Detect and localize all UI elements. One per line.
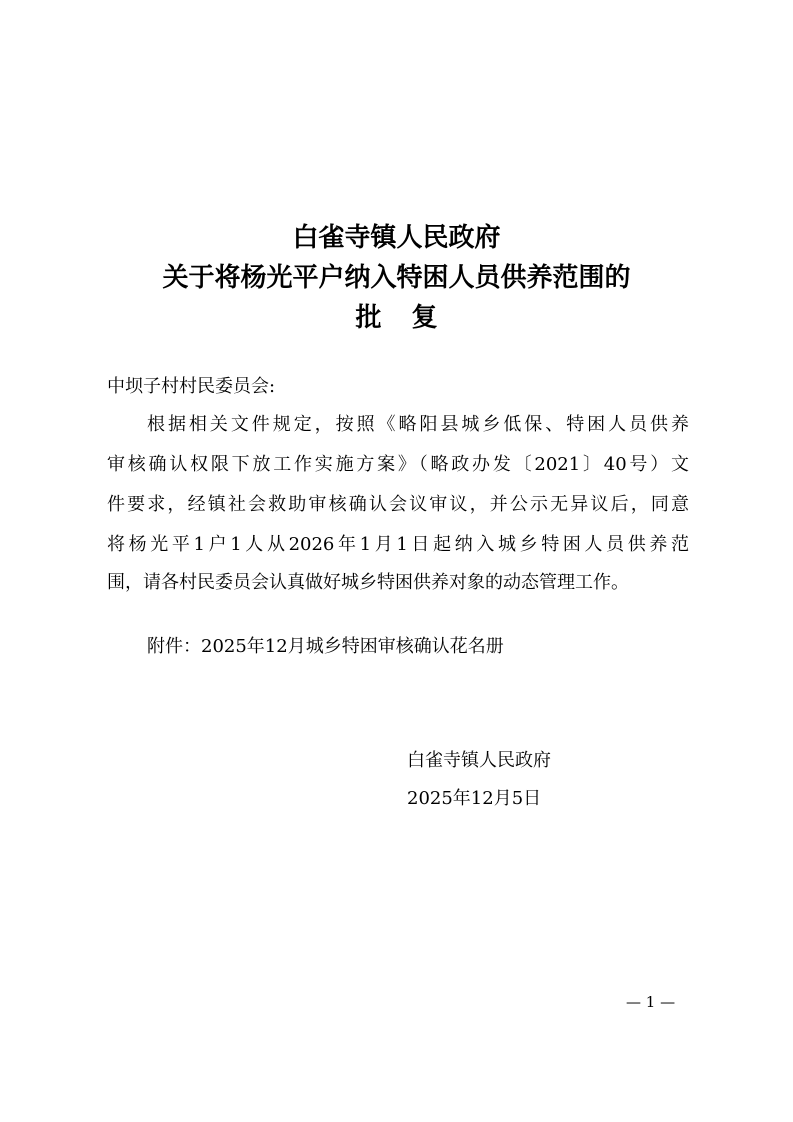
title-char-fu: 复 [411, 303, 438, 333]
signature-organization: 白雀寺镇人民政府 [407, 750, 551, 771]
attachment-note: 附件：2025年12月城乡特困审核确认花名册 [147, 636, 504, 657]
salutation: 中坝子村村民委员会: [107, 376, 276, 397]
body-line-1: 根据相关文件规定，按照《略阳县城乡低保、特困人员供养 [147, 414, 689, 435]
body-line-4: 将杨光平1户1人从2026年1月1日起纳入城乡特困人员供养范 [107, 534, 689, 555]
body-line-5: 围，请各村民委员会认真做好城乡特困供养对象的动态管理工作。 [107, 572, 629, 593]
document-title-line-2: 关于将杨光平户纳入特困人员供养范围的 [162, 263, 631, 293]
page-number: — 1 — [626, 993, 676, 1011]
document-title-line-3 [0, 298, 793, 338]
document-title-line-1: 白雀寺镇人民政府 [292, 223, 501, 253]
body-line-2: 审核确认权限下放工作实施方案》（略政办发〔2021〕40号）文 [107, 454, 689, 475]
body-line-3: 件要求，经镇社会救助审核确认会议审议，并公示无异议后，同意 [107, 494, 689, 515]
signature-date: 2025年12月5日 [407, 788, 542, 809]
title-char-pi: 批 [355, 303, 382, 333]
